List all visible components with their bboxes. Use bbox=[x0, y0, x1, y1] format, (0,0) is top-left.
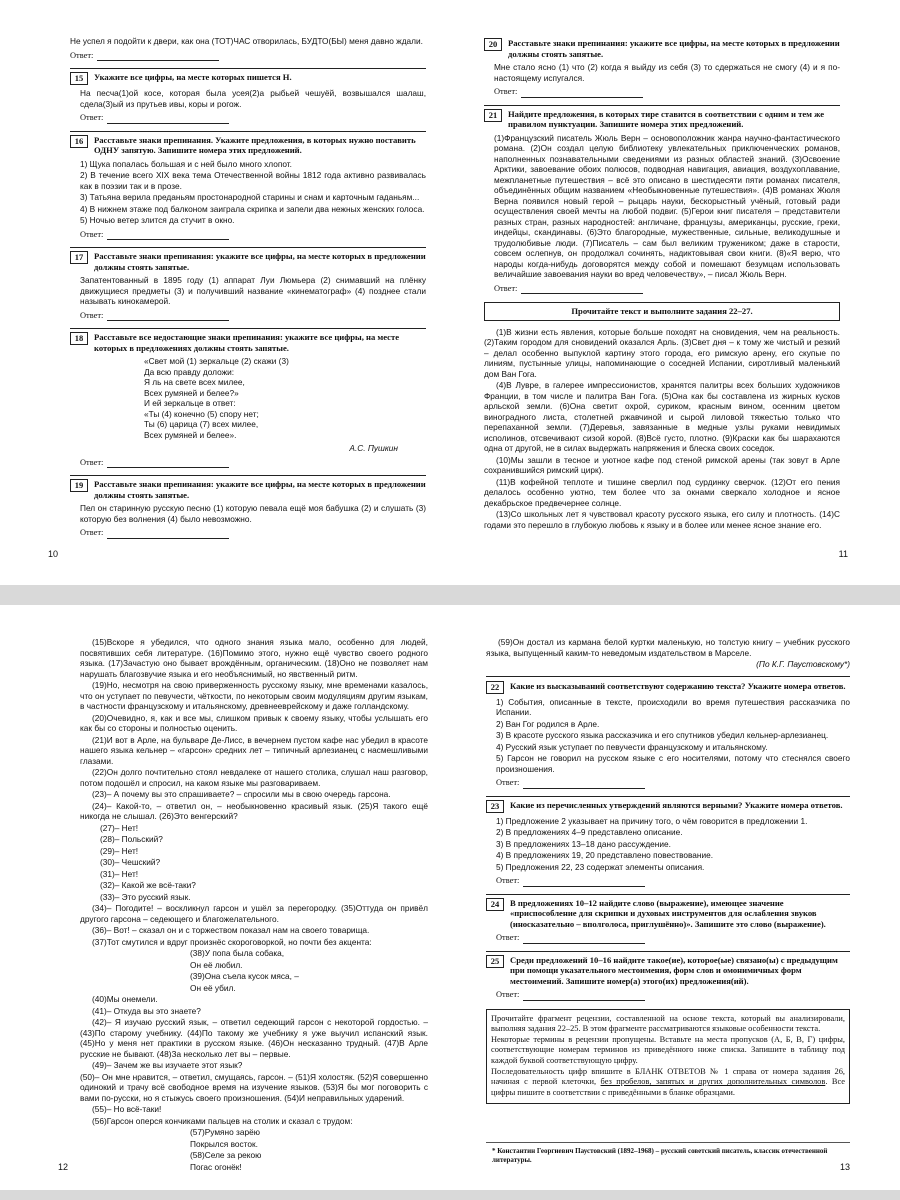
spread-pages-10-11 bbox=[0, 0, 900, 585]
text-paragraph: (21)И вот в Арле, на бульваре Де-Лисс, в вечернем пустом кафе нас убедил в красоте нашего языка кельнер – «гарсон» средних лет – типичный арлезианец с насмешливыми глазами. bbox=[80, 734, 428, 766]
page-number: 13 bbox=[839, 1161, 850, 1172]
task-text: На песча(1)ой косе, которая была усея(2)а рыбьей чешуёй, возвышался шалаш, сдела(3)ый из прутьев ивы, коры и рогож. bbox=[80, 88, 426, 109]
page-11 bbox=[450, 0, 900, 585]
answer-line[interactable] bbox=[523, 935, 645, 944]
answer-line[interactable] bbox=[107, 231, 229, 240]
text-paragraph: (42)– Я изучаю русский язык, – ответил седеющий гарсон с некоторой гордостью. – (43)По старому учебнику. (44)По такому же учебнику я уже выучил испанский язык. (45)Но у меня нет практики в русском языке. (46)Он несказанно трудный. (47)В Арле русские не бывают. (48)За несколько лет вы – первые. bbox=[80, 1017, 428, 1059]
quoted-verse-line: Покрылся восток. bbox=[190, 1138, 258, 1149]
text-paragraph: (31)– Нет! bbox=[100, 868, 139, 879]
text-paragraph: (29)– Нет! bbox=[100, 845, 139, 856]
answer-field[interactable] bbox=[486, 876, 850, 887]
instruction-paragraph: Некоторые термины в рецензии пропущены. Вставьте на места пропусков (А, Б, В, Г) цифры, соответствующие номерам терминов из приведённого ниже списка. Запишите в таблицу под каждой буквой соответствующую цифру. bbox=[491, 1035, 845, 1065]
answer-label: Ответ: bbox=[496, 990, 520, 999]
text-paragraph: (30)– Чешский? bbox=[100, 857, 161, 867]
spread-pages-12-13 bbox=[0, 605, 900, 1190]
task-number: 17 bbox=[70, 251, 88, 264]
task-text: Запатентованный в 1895 году (1) аппарат Луи Люмьера (2) снимавший на плёнку движущиеся предметы (3) и получивший название «кинематограф» (4) позднее стали называть кинокамерой. bbox=[80, 275, 426, 306]
task-prompt: Найдите предложения, в которых тире ставится в соответствии с одним и тем же правилом пунктуации. Запишите номера этих предложений. bbox=[508, 108, 825, 129]
task-text: (1)Французский писатель Жюль Верн – основоположник жанра научно-фантастического романа. (2)Он создал целую библиотеку увлекательных приключенческих романов, наполненных познавательными сведениями из разных областей знаний. (3)Освоение Арктики, завоевание обоих полюсов, подводная навигация, авиация, воздухоплавание, межпланетные путешествия – всё это описано в шестидесяти пяти романах писателя, объединённых общим названием «Необыкновенные путешествия». (4)В романах Жюля Верна появился новый герой – рыцарь науки, бескорыстный учёный, готовый ради осуществления своей мечты на любой подвиг. (5)Герои книг писателя – представители разных стран, разных народностей: англичане, французы, американцы, русские, греки, индейцы, скандинавы. (6)Это благородные, мужественные, сильные, великодушные и трудолюбивые люди. (7)Писатель – сам был великим тружеником; даже в старости, совсем ослепнув, он продолжал сочинять, надиктовывая свои книги. (8)«Я верю, что народы когда-нибудь договорятся между собой и помешают безумцам использовать величайшие завоевания науки во вред человечеству», – писал Жюль Верн. bbox=[494, 132, 840, 279]
task-prompt: Расставьте знаки препинания. Укажите предложения, в которых нужно поставить ОДНУ запятую. Запишите номера этих предложений. bbox=[94, 134, 416, 155]
answer-field[interactable] bbox=[70, 528, 426, 539]
poem-line: Да всю правду доложи: bbox=[144, 366, 235, 377]
option-3: 3) Татьяна верила преданьям простонародной старины и снам и карточным гаданьям... bbox=[80, 192, 420, 202]
quoted-verse-line: Он её любил. bbox=[190, 959, 243, 970]
task-22 bbox=[486, 676, 850, 789]
text-paragraph: (50)– Он мне нравится, – ответил, смущаясь, гарсон. – (51)Я холостяк. (52)Я совершенно одинокий и трачу всё свободное время на изучение языков. (53)Я бы мог поговорить с вами по-русски, но я стыжусь своего произношения. (54)И неправильных ударений. bbox=[80, 1071, 428, 1103]
answer-line[interactable] bbox=[523, 992, 645, 1001]
answer-line[interactable] bbox=[521, 89, 643, 98]
answer-line[interactable] bbox=[107, 312, 229, 321]
task-number: 24 bbox=[486, 898, 504, 911]
text-paragraph: (32)– Какой же всё-таки? bbox=[100, 880, 196, 890]
task-18 bbox=[70, 328, 426, 468]
answer-line[interactable] bbox=[107, 115, 229, 124]
text-paragraph: (34)– Погодите! – воскликнул гарсон и ушёл за перегородку. (35)Оттуда он привёл другого гарсона – седеющего и благожелательного. bbox=[80, 903, 428, 924]
text-paragraph: (24)– Какой-то, – ответил он, – необыкновенно красивый язык. (25)Я такого ещё никогда не слышал. (26)Это венгерский? bbox=[80, 800, 428, 821]
instruction-paragraph bbox=[491, 1067, 845, 1098]
answer-field[interactable] bbox=[484, 87, 840, 98]
task-15 bbox=[70, 68, 426, 124]
quoted-verse-line: (39)Она съела кусок мяса, – bbox=[190, 971, 299, 981]
option-4: 4) В предложениях 19, 20 представлено повествование. bbox=[496, 850, 714, 860]
text-paragraph: (20)Очевидно, я, как и все мы, слишком привык к своему языку, чтобы услышать его как бы со стороны и полностью оценить. bbox=[80, 712, 428, 733]
answer-label: Ответ: bbox=[70, 50, 94, 60]
task-number: 21 bbox=[484, 109, 502, 122]
task-number: 20 bbox=[484, 38, 502, 51]
answer-field[interactable] bbox=[70, 311, 426, 322]
task-number: 25 bbox=[486, 955, 504, 968]
poem-line: Всех румяней и белее». bbox=[144, 429, 237, 440]
task-16 bbox=[70, 131, 426, 241]
quoted-verse-line: Он её убил. bbox=[190, 982, 236, 993]
text-paragraph: (41)– Откуда вы это знаете? bbox=[92, 1005, 201, 1016]
task-21 bbox=[484, 105, 840, 295]
task-17 bbox=[70, 247, 426, 321]
answer-label: Ответ: bbox=[496, 876, 520, 885]
answer-label: Ответ: bbox=[80, 113, 104, 122]
task-text: Пел он старинную русскую песню (1) которую певала ещё моя бабушка (2) и слушать (3) которую без волнения (4) было невозможно. bbox=[80, 503, 426, 524]
page-number: 10 bbox=[48, 548, 59, 559]
answer-field[interactable] bbox=[70, 230, 426, 241]
answer-line[interactable] bbox=[97, 52, 219, 61]
option-1: 1) Щука попалась большая и с ней было много хлопот. bbox=[80, 158, 292, 169]
task-19 bbox=[70, 475, 426, 539]
task-prompt: В предложениях 10–12 найдите слово (выражение), имеющее значение «приспособление для скрипки и духовых инструментов для ослабления звуков (иносказательно – вполголоса, приглушённо)». Запишите это слово (выражение). bbox=[510, 897, 826, 929]
answer-field[interactable] bbox=[484, 284, 840, 295]
answer-label: Ответ: bbox=[494, 283, 518, 293]
option-1: 1) События, описанные в тексте, происходили во время путешествия рассказчика по Испании. bbox=[496, 696, 850, 717]
source-reference: (По К.Г. Паустовскому*) bbox=[756, 659, 850, 669]
instruction-box bbox=[486, 1009, 850, 1104]
reading-text bbox=[484, 327, 840, 531]
option-2: 2) В течение всего XIX века тема Отечественной войны 1812 года активно развивалась как в поэзии так и в прозе. bbox=[80, 170, 426, 191]
quoted-verse-line: (57)Румяно зарёю bbox=[190, 1127, 260, 1137]
answer-line[interactable] bbox=[523, 780, 645, 789]
answer-line[interactable] bbox=[523, 878, 645, 887]
answer-line[interactable] bbox=[107, 530, 229, 539]
task-24 bbox=[486, 894, 850, 944]
text-paragraph: (33)– Это русский язык. bbox=[100, 891, 191, 902]
text-paragraph: (27)– Нет! bbox=[100, 822, 139, 833]
poem-line: Ты (6) царица (7) всех милее, bbox=[144, 419, 259, 429]
text-paragraph: (19)Но, несмотря на свою приверженность русскому языку, мне временами казалось, что он уступает по певучести, чёткости, по некоторым своим модуляциям другим языкам, в частности французскому и итальянскому, древнееврейскому и даже голландскому. bbox=[80, 680, 428, 711]
instruction-text: . Все цифры пишите в соответствии с приведёнными в бланке образцами. bbox=[491, 1077, 846, 1097]
answer-label: Ответ: bbox=[80, 310, 104, 320]
instruction-text: Последовательность цифр впишите в БЛАНК ОТВЕТОВ № 1 справа от номера задания 26, начиная с первой клеточки, bbox=[491, 1066, 845, 1087]
task-number: 18 bbox=[70, 332, 88, 345]
task-prompt: Укажите все цифры, на месте которых пишется Н. bbox=[94, 72, 292, 82]
option-2: 2) В предложениях 4–9 представлено описание. bbox=[496, 827, 683, 837]
task-prompt: Расставьте знаки препинания: укажите все цифры, на месте которых в предложении должны стоять запятые. bbox=[508, 38, 840, 59]
page-13 bbox=[450, 605, 900, 1190]
option-4: 4) В нижнем этаже под балконом заиграла скрипка и запели два нежных женских голоса. bbox=[80, 203, 425, 214]
text-paragraph: (49)– Зачем же вы изучаете этот язык? bbox=[92, 1060, 243, 1070]
poem-line: Я ль на свете всех милее, bbox=[144, 377, 245, 387]
option-2: 2) Ван Гог родился в Арле. bbox=[496, 718, 600, 729]
task-23 bbox=[486, 796, 850, 887]
text-paragraph: (13)Со школьных лет я чувствовал красоту русского языка, его силу и плотность. (14)С годами это перешло в глубокую любовь к языку и в более или менее ясное знание его. bbox=[484, 509, 840, 530]
instruction-underlined: без пробелов, запятых и других дополнительных символов bbox=[600, 1077, 826, 1087]
text-paragraph: (10)Мы зашли в тесное и уютное кафе под стеной римской арены (так зовут в Арле сохранившийся римский цирк). bbox=[484, 454, 840, 475]
quoted-verse-line: (38)У попа была собака, bbox=[190, 948, 285, 958]
option-3: 3) В красоте русского языка рассказчика и его спутников убедил кельнер-арлезианец. bbox=[496, 730, 829, 740]
text-paragraph: (55)– Но всё-таки! bbox=[92, 1104, 162, 1114]
option-5: 5) Предложения 22, 23 содержат элементы описания. bbox=[496, 861, 705, 872]
poem-author: А.С. Пушкин bbox=[349, 443, 398, 453]
answer-field[interactable] bbox=[70, 51, 426, 62]
task-number: 16 bbox=[70, 135, 88, 148]
answer-line[interactable] bbox=[521, 285, 643, 294]
text-paragraph: (37)Тот смутился и вдруг произнёс скороговоркой, но почти без акцента: bbox=[92, 936, 372, 947]
task-prompt: Какие из высказываний соответствуют содержанию текста? Укажите номера ответов. bbox=[510, 680, 846, 691]
option-5: 5) Гарсон не говорил на русском языке с его носителями, потому что стеснялся своего произношения. bbox=[496, 753, 850, 774]
footnote: * Константин Георгиевич Паустовский (1892–1968) – русский советский писатель, классик отечественной литературы. bbox=[486, 1142, 850, 1165]
text-paragraph: (40)Мы онемели. bbox=[92, 994, 158, 1004]
text-paragraph: (4)В Лувре, в галерее импрессионистов, хранятся палитры всех больших художников Франции, в том числе и палитра Ван Гога. (5)Она как бы составлена из жирных кусков арльской земли. (6)Она светит охрой, суриком, красным вином, осенним цветом виноградного листа, столетней ржавчиной и сырой лиловой тяжестью только что перепаханной земли. (7)Деревья, завязанные в медные узлы руками невидимых исполинов, отсвечивают сизой корой. (8)Всё густо, плотно. (9)Краски как бы шарахаются одна от другой, не в силах выдержать напряжения и блеска своих соседок. bbox=[484, 380, 840, 453]
answer-label: Ответ: bbox=[494, 87, 518, 96]
page-number: 11 bbox=[838, 548, 848, 559]
quoted-verse-line: (58)Селе за рекою bbox=[190, 1150, 262, 1160]
answer-label: Ответ: bbox=[496, 778, 520, 787]
poem-line: И ей зеркальце в ответ: bbox=[144, 398, 236, 408]
answer-label: Ответ: bbox=[80, 229, 104, 239]
task-14-tail bbox=[70, 36, 426, 61]
task-text: Мне стало ясно (1) что (2) когда я выйду из себя (3) то сдержаться не смогу (4) и я по-настоящему испугался. bbox=[494, 62, 840, 83]
answer-field[interactable] bbox=[486, 778, 850, 789]
task-number: 23 bbox=[486, 800, 504, 813]
answer-label: Ответ: bbox=[80, 528, 104, 537]
task-number: 19 bbox=[70, 479, 88, 492]
option-5: 5) Ночью ветер злится да стучит в окно. bbox=[80, 215, 235, 225]
task-prompt: Среди предложений 10–16 найдите такое(ие), которое(ые) связано(ы) с предыдущим при помощи указательного местоимения, форм слов и омонимичных форм местоимений. Запишите номер(а) этого(их) предложения(ий). bbox=[510, 954, 838, 986]
task-number: 22 bbox=[486, 681, 504, 694]
answer-field[interactable] bbox=[70, 458, 426, 469]
option-3: 3) В предложениях 13–18 дано рассуждение. bbox=[496, 838, 671, 849]
poem-line: Всех румяней и белее?» bbox=[144, 387, 239, 398]
answer-field[interactable] bbox=[486, 933, 850, 944]
task-25 bbox=[486, 951, 850, 1001]
answer-label: Ответ: bbox=[80, 457, 104, 467]
text-paragraph: (28)– Польский? bbox=[100, 834, 163, 844]
task-prompt: Расставьте знаки препинания: укажите все цифры, на месте которых в предложении должны стоять запятые. bbox=[94, 251, 426, 272]
task-prompt: Какие из перечисленных утверждений являются верными? Укажите номера ответов. bbox=[510, 799, 843, 810]
quoted-verse-line: Погас огонёк! bbox=[190, 1161, 242, 1172]
text-paragraph: (11)В кофейной теплоте и тишине сверлил под сурдинку сверчок. (12)От его пения делалось особенно уютно, тем более что за окнами сверкало холодное и ясное декабрьское предвечернее солнце. bbox=[484, 476, 840, 508]
poem-line: «Ты (4) конечно (5) спору нет; bbox=[144, 408, 259, 419]
intro-text: Не успел я подойти к двери, как она (ТОТ)ЧАС отворилась, БУДТО(БЫ) меня давно ждали. bbox=[70, 36, 423, 46]
text-paragraph: (59)Он достал из кармана белой куртки маленькую, но толстую книгу – учебник русского языка, выпущенный каким-то неведомым издательством в Марселе. bbox=[486, 637, 850, 658]
text-paragraph: (36)– Вот! – сказал он и с торжеством показал нам на своего товарища. bbox=[92, 925, 370, 935]
text-paragraph: (56)Гарсон оперся кончиками пальцев на столик и сказал с трудом: bbox=[92, 1115, 353, 1126]
poem-line: «Свет мой (1) зеркальце (2) скажи (3) bbox=[144, 356, 289, 366]
text-paragraph: (1)В жизни есть явления, которые больше походят на сновидения, чем на реальность. (2)Таким городом для сновидений оказался Арль. (3)Свет дня – к тому же чистый и резкий – делал особенно выпуклой картину этого города, его римскую арену, его скупые по линиям, пустынные улицы, напоминающие о соседней Испании, сиротливый маленький дом Ван Гога. bbox=[484, 326, 840, 379]
page-12 bbox=[0, 605, 450, 1190]
answer-line[interactable] bbox=[107, 459, 229, 468]
answer-field[interactable] bbox=[486, 990, 850, 1001]
answer-field[interactable] bbox=[70, 113, 426, 124]
option-1: 1) Предложение 2 указывает на причину того, о чём говорится в предложении 1. bbox=[496, 815, 808, 826]
answer-label: Ответ: bbox=[496, 933, 520, 942]
option-4: 4) Русский язык уступает по певучести французскому и итальянскому. bbox=[496, 741, 768, 752]
task-prompt: Расставьте знаки препинания: укажите все цифры, на месте которых в предложении должны стоять запятые. bbox=[94, 479, 426, 500]
instruction-paragraph: Прочитайте фрагмент рецензии, составленной на основе текста, который вы анализировали, выполняя задания 22–25. В этом фрагменте рассматриваются языковые особенности текста. bbox=[491, 1013, 845, 1033]
reading-text-ending bbox=[486, 637, 850, 670]
page-10 bbox=[0, 0, 450, 585]
poem bbox=[80, 356, 426, 440]
reading-text-continued bbox=[80, 637, 428, 1176]
task-number: 15 bbox=[70, 72, 88, 85]
page-number: 12 bbox=[58, 1161, 69, 1172]
section-title: Прочитайте текст и выполните задания 22–27. bbox=[484, 302, 840, 321]
text-paragraph: (22)Он долго почтительно стоял невдалеке от нашего столика, слушал наш разговор, потом подошёл и спросил, на каком языке мы разговариваем. bbox=[80, 767, 428, 788]
text-paragraph: (23)– А почему вы это спрашиваете? – спросили мы в свою очередь гарсона. bbox=[92, 789, 391, 799]
text-paragraph: (15)Вскоре я убедился, что одного знания языка мало, особенно для людей, посвятивших себя литературе. (16)Помимо этого, нужно ещё чувство своего родного языка. (17)Зачастую оно бывает врождённым, органическим. (18)Оно не позволяет нам нарушать благозвучие языка и его необъяснимый, но явственный ритм. bbox=[80, 637, 428, 679]
task-prompt: Расставьте все недостающие знаки препинания: укажите все цифры, на месте которых в предложениях должны стоять запятые. bbox=[94, 332, 400, 353]
task-20 bbox=[484, 38, 840, 98]
